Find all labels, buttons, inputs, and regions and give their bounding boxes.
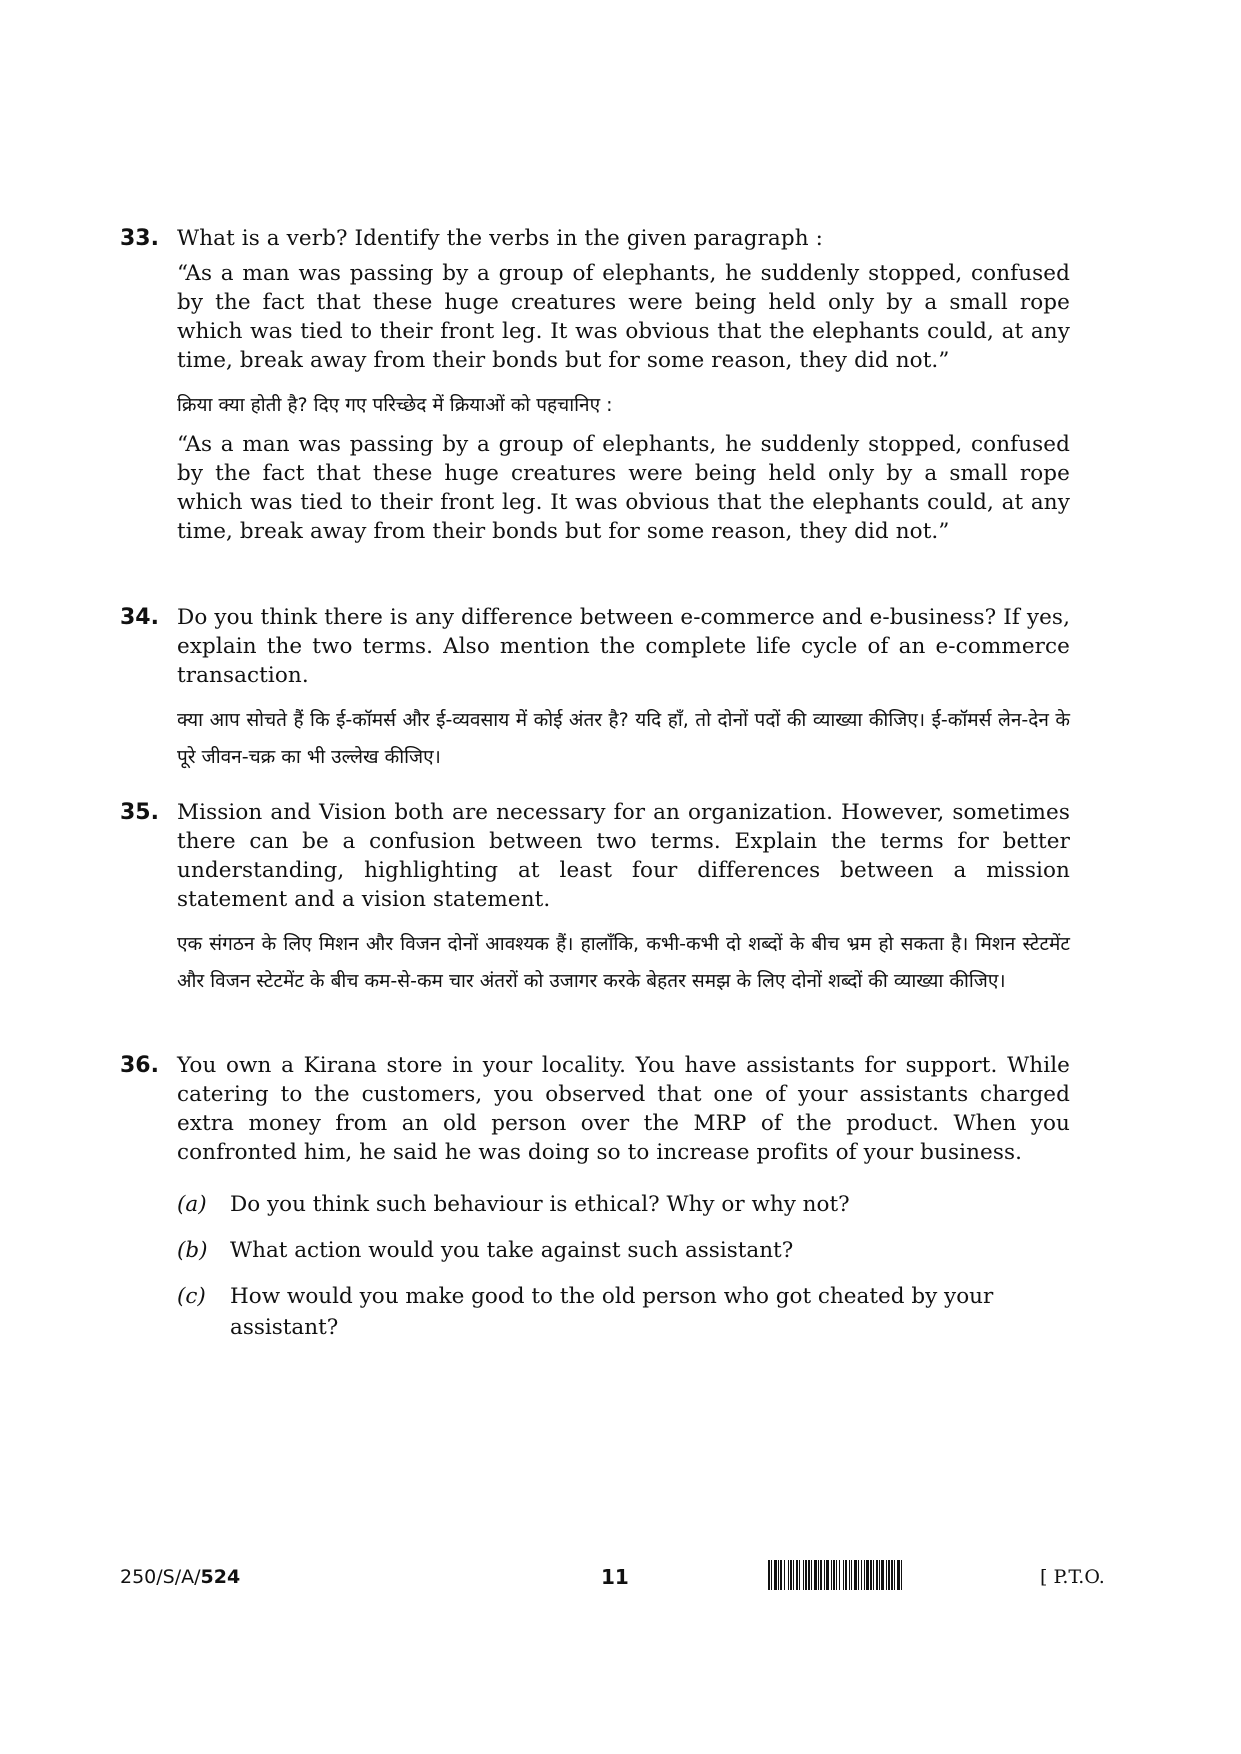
question-text-en: Mission and Vision both are necessary for an organization. However, sometimes there can be a confusion between two terms. Explain the terms for better understanding, highlighting at least four differences between a mission statement and a vision statement. bbox=[177, 800, 1070, 912]
page-number: 11 bbox=[601, 1565, 629, 1589]
sub-question-a bbox=[177, 1189, 1070, 1220]
question-number: 35. bbox=[120, 800, 159, 825]
question-34 bbox=[120, 603, 1070, 776]
sub-question-text: How would you make good to the old person who got cheated by your assistant? bbox=[230, 1284, 994, 1340]
sub-question-text: Do you think such behaviour is ethical? Why or why not? bbox=[230, 1192, 850, 1217]
question-36 bbox=[120, 1051, 1070, 1358]
question-text-en: What is a verb? Identify the verbs in the given paragraph : bbox=[177, 226, 823, 251]
question-quote-en: “As a man was passing by a group of elephants, he suddenly stopped, confused by the fact that these huge creatures were being held only by a small rope which was tied to their front leg. It was obvious that the elephants could, at any time, break away from their bonds but for some reason, they did not.” bbox=[177, 261, 1070, 373]
question-text-hi: एक संगठन के लिए मिशन और विजन दोनों आवश्यक हैं। हालाँकि, कभी-कभी दो शब्दों के बीच भ्रम हो सकता है। मिशन स्टेटमेंट और विजन स्टेटमेंट के बीच कम-से-कम चार अंतरों को उजागर करके बेहतर समझ के लिए दोनों शब्दों की व्याख्या कीजिए। bbox=[177, 933, 1070, 992]
question-text-en: Do you think there is any difference between e-commerce and e-business? If yes, explain the two terms. Also mention the complete life cycle of an e-commerce transaction. bbox=[177, 605, 1070, 688]
question-35 bbox=[120, 798, 1070, 1000]
question-number: 36. bbox=[120, 1053, 159, 1078]
question-text-hi: क्रिया क्या होती है? दिए गए परिच्छेद में क्रियाओं को पहचानिए : bbox=[177, 394, 613, 416]
paper-code-prefix: 250/S/A/ bbox=[120, 1566, 201, 1588]
question-33 bbox=[120, 224, 1070, 546]
sub-question-b bbox=[177, 1235, 1070, 1266]
sub-question-label: (a) bbox=[177, 1192, 207, 1217]
sub-question-label: (b) bbox=[177, 1238, 208, 1263]
paper-code bbox=[120, 1564, 240, 1590]
sub-questions bbox=[177, 1189, 1070, 1343]
sub-question-c bbox=[177, 1281, 1070, 1343]
question-number: 33. bbox=[120, 226, 159, 251]
pto-label: [ P.T.O. bbox=[1040, 1566, 1105, 1588]
paper-code-number: 524 bbox=[200, 1566, 241, 1588]
sub-question-label: (c) bbox=[177, 1284, 206, 1309]
question-text-en: You own a Kirana store in your locality. You have assistants for support. While catering to the customers, you observed that one of your assistants charged extra money from an old person over the MRP of the product. When you confronted him, he said he was doing so to increase profits of your business. bbox=[177, 1053, 1070, 1165]
sub-question-text: What action would you take against such assistant? bbox=[230, 1238, 794, 1263]
question-text-hi: क्या आप सोचते हैं कि ई-कॉमर्स और ई-व्यवसाय में कोई अंतर है? यदि हाँ, तो दोनों पदों की व्याख्या कीजिए। ई-कॉमर्स लेन-देन के पूरे जीवन-चक्र का भी उल्लेख कीजिए। bbox=[177, 709, 1070, 768]
question-number: 34. bbox=[120, 605, 159, 630]
barcode-icon bbox=[768, 1560, 1029, 1590]
question-quote-hi-section: “As a man was passing by a group of elephants, he suddenly stopped, confused by the fact that these huge creatures were being held only by a small rope which was tied to their front leg. It was obvious that the elephants could, at any time, break away from their bonds but for some reason, they did not.” bbox=[177, 432, 1070, 544]
